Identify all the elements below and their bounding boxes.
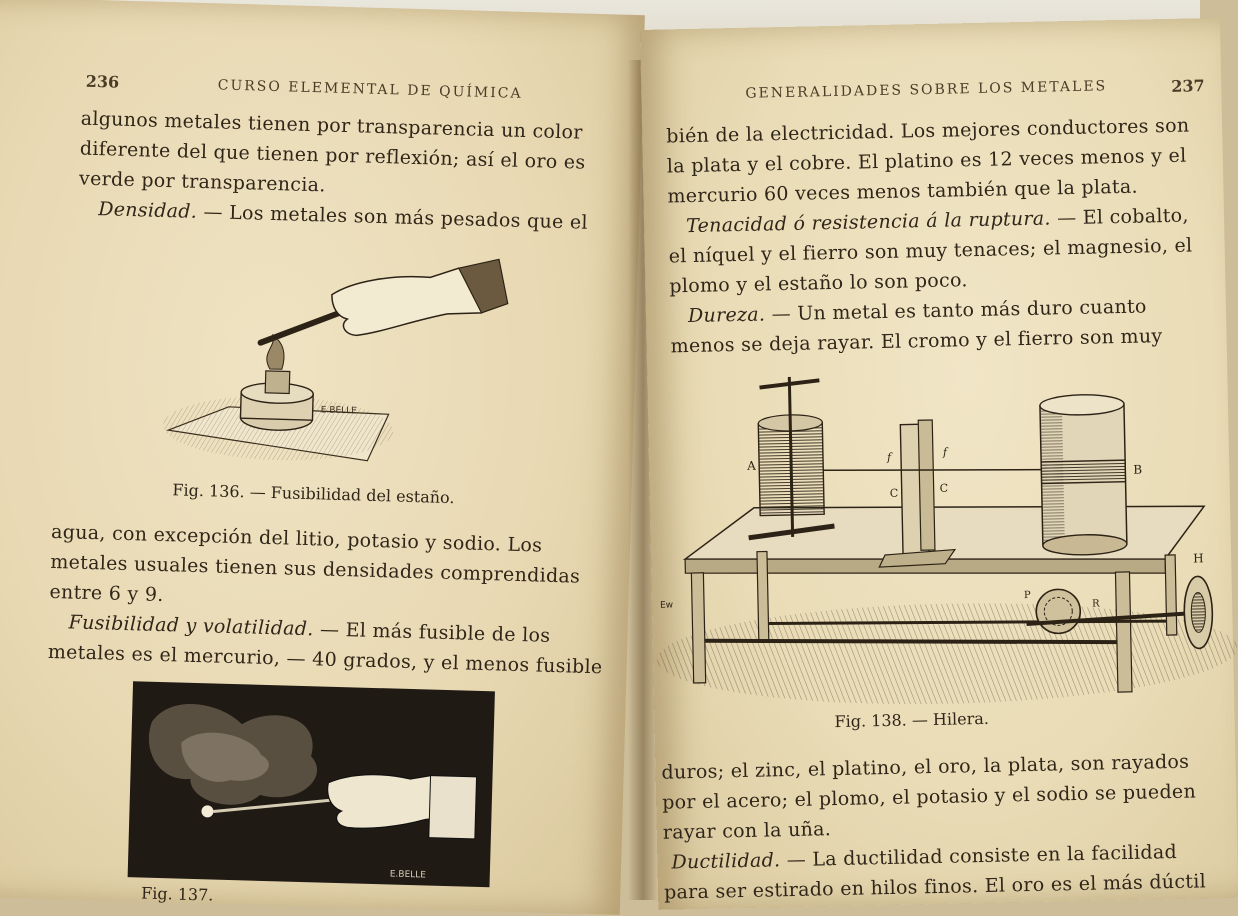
text-line: el níquel y el fierro son muy tenaces; el magnesio, el (668, 234, 1193, 268)
term-dureza: Dureza. (687, 303, 766, 328)
figure-138-label-p: P (1023, 589, 1031, 602)
text-line: para ser estirado en hilos finos. El oro es el más dúctil (663, 870, 1207, 904)
text-line: bién de la electricidad. Los mejores conductores son (666, 114, 1190, 148)
paragraph-ductilidad (671, 841, 1177, 874)
text-line: menos se deja rayar. El cromo y el fierro son muy (670, 325, 1163, 358)
text-line: metales usuales tienen sus densidades comprendidas (50, 550, 581, 588)
paragraph-fusibilidad (68, 611, 550, 646)
text-line: por el acero; el plomo, el potasio y el sodio se pueden (661, 780, 1197, 814)
text-tenacidad: — El cobalto, (1050, 204, 1189, 230)
figure-138-label-c2: C (939, 481, 949, 495)
figure-138-label-c1: C (889, 486, 899, 500)
text-ductilidad: — La ductilidad consiste en la facilidad (780, 840, 1178, 872)
text-line: rayar con la uña. (662, 818, 832, 844)
text-line: algunos metales tienen por transparencia un color (80, 107, 583, 144)
figure-138-label-h: H (1193, 551, 1204, 566)
figure-138-illustration (641, 358, 1228, 720)
figure-138-label-r: R (1092, 598, 1100, 610)
text-densidad: — Los metales son más pesados que el (196, 200, 589, 234)
figure-136-caption: Fig. 136. — Fusibilidad del estaño. (172, 480, 455, 508)
paragraph-tenacidad (686, 205, 1189, 238)
text-line: verde por transparencia. (78, 167, 326, 197)
text-line: plomo y el estaño lo son poco. (669, 269, 968, 298)
right-running-head: GENERALIDADES SOBRE LOS METALES (745, 78, 1108, 102)
figure-137-caption: Fig. 137. (140, 883, 214, 905)
text-line: la plata y el cobre. El platino es 12 veces menos y el (666, 144, 1187, 178)
term-ductilidad: Ductilidad. (671, 849, 781, 874)
term-densidad: Densidad. (97, 198, 198, 223)
figure-138-caption: Fig. 138. — Hilera. (834, 708, 990, 732)
figure-137-signature: E.BELLE (389, 869, 427, 881)
figure-136-signature: E.BELLE (320, 405, 357, 417)
text-dureza: — Un metal es tanto más duro cuanto (765, 295, 1147, 326)
right-page (640, 18, 1238, 910)
figure-137-illustration (128, 681, 495, 887)
text-line: diferente del que tienen por reflexión; así el oro es (79, 137, 586, 174)
left-page-number: 236 (85, 71, 120, 92)
figure-138-label-f1: f (886, 450, 892, 464)
text-fusibilidad: — El más fusible de los (313, 618, 551, 647)
figure-138-label-b: B (1133, 462, 1143, 477)
figure-138-signature: Ew (659, 600, 674, 611)
paragraph-dureza (688, 295, 1147, 327)
figure-138-label-f2: f (942, 445, 948, 459)
paragraph-densidad (98, 198, 588, 234)
figure-138-label-a: A (747, 458, 756, 473)
text-line: duros; el zinc, el platino, el oro, la plata, son rayados (661, 750, 1190, 784)
text-line: agua, con excepción del litio, potasio y sodio. Los (50, 520, 543, 557)
text-line: metales es el mercurio, — 40 grados, y el menos fusible (47, 640, 603, 679)
text-line: mercurio 60 veces menos también que la plata. (667, 175, 1139, 208)
left-running-head: CURSO ELEMENTAL DE QUÍMICA (217, 77, 523, 102)
term-tenacidad: Tenacidad ó resistencia á la ruptura. (685, 207, 1051, 238)
right-page-number: 237 (1171, 76, 1205, 96)
text-line: entre 6 y 9. (49, 580, 164, 607)
figure-136-illustration (157, 240, 523, 480)
term-fusibilidad: Fusibilidad y volatilidad. (68, 611, 314, 641)
